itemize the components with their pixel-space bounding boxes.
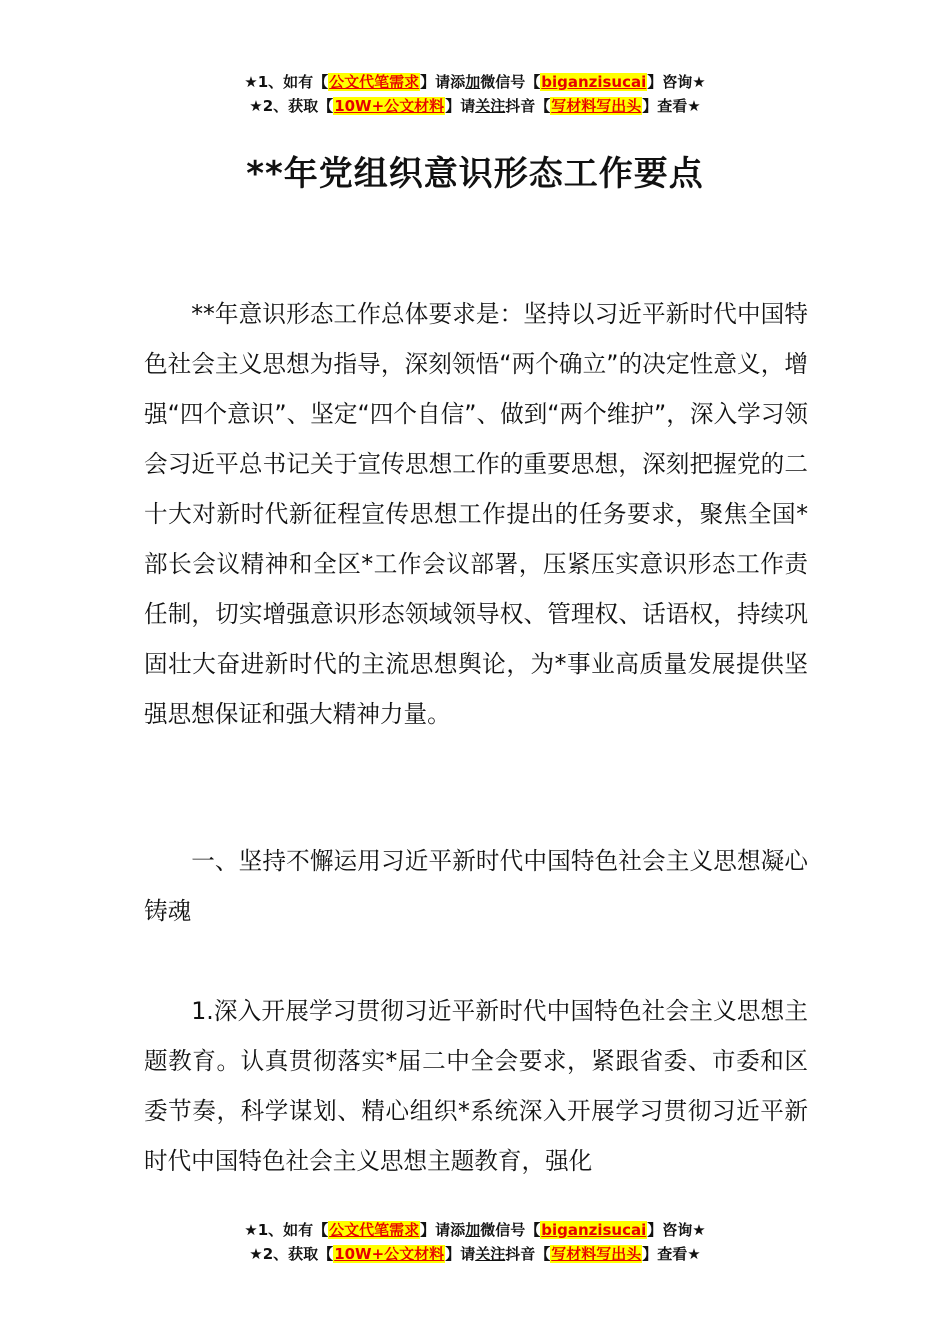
notice-underline: 关注 [475,1245,506,1263]
notice-highlight-douyin: 写材料写出头 [551,97,642,115]
notice-text: ★1、如有【 [244,1221,329,1239]
notice-text: 】请添 [420,73,466,91]
notice-text: 抖音【 [505,1245,551,1263]
notice-text: 】查看★ [642,1245,701,1263]
notice-highlight: 10W+公文材料 [334,97,445,115]
notice-highlight: 公文代笔需求 [329,1221,420,1239]
notice-underline: 加 [465,73,481,91]
footer-notice-line-1 [0,1218,950,1242]
notice-text: 】咨询★ [647,73,706,91]
document-title: **年党组织意识形态工作要点 [246,154,704,194]
notice-text: ★1、如有【 [244,73,329,91]
notice-text: 微信号【 [480,1221,541,1239]
notice-text: 】咨询★ [647,1221,706,1239]
notice-text: 】请添 [420,1221,466,1239]
notice-underline: 关注 [475,97,506,115]
header-notice [0,70,950,118]
notice-highlight: 10W+公文材料 [334,1245,445,1263]
notice-text: ★2、获取【 [249,1245,334,1263]
notice-text: 抖音【 [505,97,551,115]
footer-notice [0,1218,950,1266]
notice-highlight-wechat-id: biganzisucai [541,73,647,91]
footer-notice-line-2 [0,1242,950,1266]
notice-text: ★2、获取【 [249,97,334,115]
header-notice-line-2 [0,94,950,118]
notice-highlight: 公文代笔需求 [329,73,420,91]
notice-text: 】请 [445,97,476,115]
notice-underline: 加 [465,1221,481,1239]
notice-text: 】请 [445,1245,476,1263]
header-notice-line-1 [0,70,950,94]
notice-highlight-douyin: 写材料写出头 [551,1245,642,1263]
paragraph-item-1: 1.深入开展学习贯彻习近平新时代中国特色社会主义思想主题教育。认真贯彻落实*届二中全会要求，紧跟省委、市委和区委节奏，科学谋划、精心组织*系统深入开展学习贯彻习近平新时代中国特色社会主义思想主题教育，强化 [144,997,808,1175]
section-heading-1: 一、坚持不懈运用习近平新时代中国特色社会主义思想凝心铸魂 [144,847,808,925]
notice-highlight-wechat-id: biganzisucai [541,1221,647,1239]
paragraph-overall-requirements: **年意识形态工作总体要求是：坚持以习近平新时代中国特色社会主义思想为指导，深刻领悟“两个确立”的决定性意义，增强“四个意识”、坚定“四个自信”、做到“两个维护”，深入学习领会习近平总书记关于宣传思想工作的重要思想，深刻把握党的二十大对新时代新征程宣传思想工作提出的任务要求，聚焦全国*部长会议精神和全区*工作会议部署，压紧压实意识形态工作责任制，切实增强意识形态领域领导权、管理权、话语权，持续巩固壮大奋进新时代的主流思想舆论，为*事业高质量发展提供坚强思想保证和强大精神力量。 [144,300,808,728]
notice-text: 微信号【 [480,73,541,91]
notice-text: 】查看★ [642,97,701,115]
